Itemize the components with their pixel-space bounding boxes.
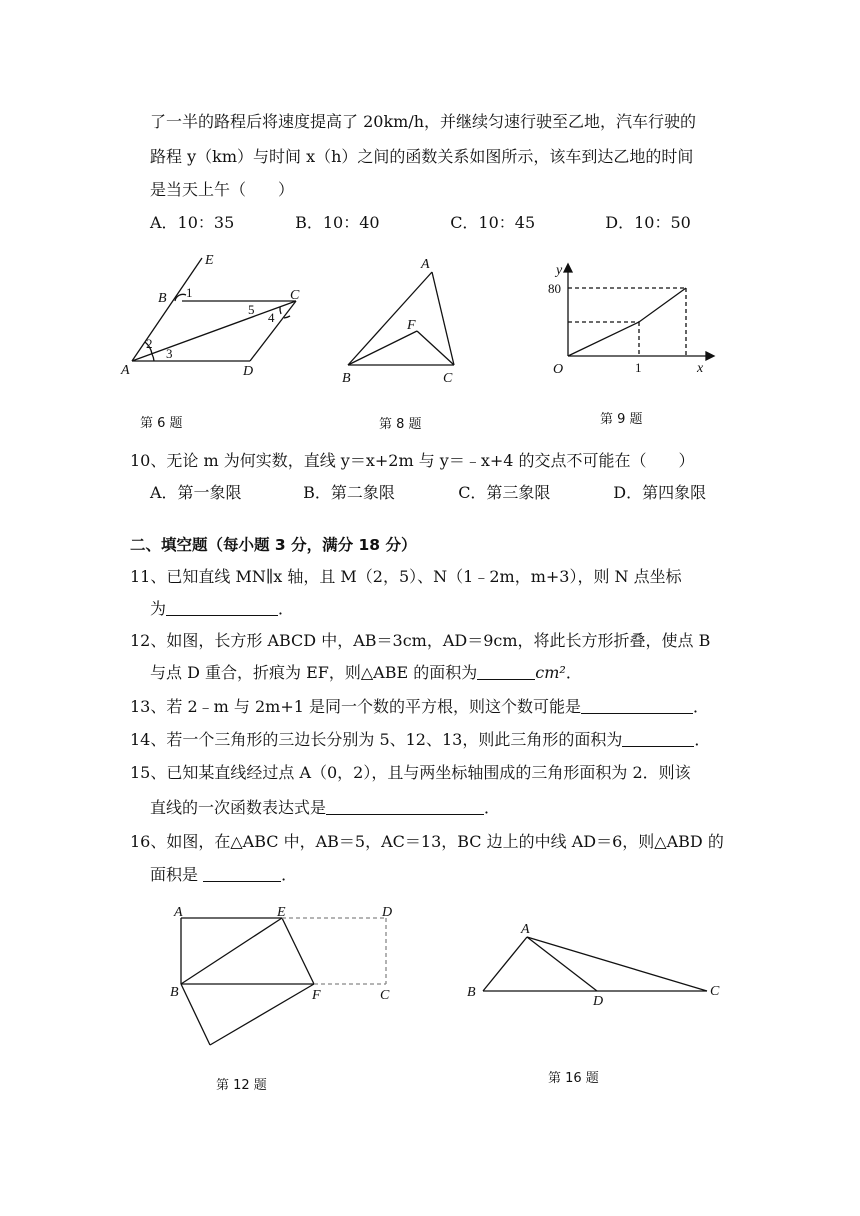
q11-suffix: ． bbox=[278, 599, 295, 618]
figure-9-graph bbox=[564, 264, 714, 360]
q13-line bbox=[130, 696, 709, 718]
fig8-label-a: A bbox=[421, 257, 430, 272]
q9-line1: 了一半的路程后将速度提高了 20km/h，并继续匀速行驶至乙地，汽车行驶的 bbox=[150, 112, 697, 131]
fig9-label-y: y bbox=[556, 263, 563, 278]
fig12-label-f: F bbox=[312, 988, 321, 1003]
q14-answer-blank[interactable] bbox=[622, 730, 694, 747]
q14-suffix: ． bbox=[694, 730, 711, 749]
q9-line2: 路程 y（km）与时间 x（h）之间的函数关系如图所示，该车到达乙地的时间 bbox=[150, 147, 694, 166]
fig16-caption: 第 16 题 bbox=[548, 1071, 599, 1086]
fig16-label-d: D bbox=[593, 994, 604, 1009]
figure-8-diagram bbox=[348, 272, 454, 365]
q16-line1: 16、如图，在△ABC 中，AB＝5，AC＝13，BC 边上的中线 AD＝6，则△ABD 的 bbox=[130, 832, 724, 851]
fig9-label-1: 1 bbox=[635, 360, 642, 375]
fig16-label-a: A bbox=[521, 922, 530, 937]
fig6-label-c: C bbox=[290, 288, 300, 303]
q15-suffix: ． bbox=[484, 798, 501, 817]
figure-16-diagram bbox=[483, 937, 707, 991]
fig6-caption: 第 6 题 bbox=[140, 416, 183, 431]
q12-answer-blank[interactable] bbox=[477, 663, 535, 680]
q9-option-a: A．10：35 bbox=[150, 213, 235, 232]
q9-option-d: D．10：50 bbox=[605, 213, 691, 232]
q9-line3: 是当天上午（ ） bbox=[150, 180, 295, 199]
q9-option-c: C．10：45 bbox=[450, 213, 536, 232]
fig9-label-x: x bbox=[697, 361, 704, 376]
fig6-label-2: 2 bbox=[146, 336, 153, 351]
fig6-label-a: A bbox=[121, 363, 130, 378]
fig6-label-e: E bbox=[205, 253, 214, 268]
q9-option-b: B．10：40 bbox=[295, 213, 380, 232]
q11-answer-blank[interactable] bbox=[166, 599, 278, 616]
fig12-label-b: B bbox=[170, 985, 179, 1000]
q12-line1: 12、如图，长方形 ABCD 中，AB＝3cm，AD＝9cm，将此长方形折叠，使点 B bbox=[130, 631, 711, 650]
section-2-title: 二、填空题（每小题 3 分，满分 18 分） bbox=[130, 536, 417, 554]
q15-answer-blank[interactable] bbox=[326, 798, 484, 815]
q10-option-d: D．第四象限 bbox=[613, 483, 707, 502]
fig6-label-5: 5 bbox=[248, 302, 255, 317]
q16-answer-blank[interactable] bbox=[203, 865, 281, 882]
fig8-label-c: C bbox=[443, 371, 453, 386]
q12-unit: cm² bbox=[535, 663, 566, 682]
q16-line2 bbox=[150, 864, 297, 886]
q10-option-b: B．第二象限 bbox=[303, 483, 395, 502]
fig12-caption: 第 12 题 bbox=[216, 1078, 267, 1093]
q15-line1: 15、已知某直线经过点 A（0，2），且与两坐标轴围成的三角形面积为 2．则该 bbox=[130, 763, 691, 782]
q16-prefix: 面积是 bbox=[150, 865, 204, 884]
q11-prefix: 为 bbox=[150, 599, 167, 618]
q13-answer-blank[interactable] bbox=[581, 697, 693, 714]
fig9-label-o: O bbox=[553, 362, 564, 377]
fig12-label-d: D bbox=[382, 905, 393, 920]
q10-options bbox=[150, 482, 706, 504]
q13-prefix: 13、若 2﹣m 与 2m+1 是同一个数的平方根，则这个数可能是 bbox=[130, 697, 581, 716]
fig6-label-d: D bbox=[243, 364, 254, 379]
fig12-label-a: A bbox=[174, 905, 183, 920]
fig6-label-1: 1 bbox=[186, 285, 193, 300]
fig12-label-c: C bbox=[380, 988, 390, 1003]
q15-prefix: 直线的一次函数表达式是 bbox=[150, 798, 327, 817]
q13-suffix: ． bbox=[693, 697, 710, 716]
q12-line2 bbox=[150, 662, 582, 684]
fig16-label-b: B bbox=[467, 985, 476, 1000]
q10-stem: 10、无论 m 为何实数，直线 y＝x+2m 与 y＝﹣x+4 的交点不可能在（ ） bbox=[130, 451, 695, 470]
fig9-label-80: 80 bbox=[548, 281, 561, 296]
fig6-label-b: B bbox=[158, 291, 167, 306]
q12-suffix: ． bbox=[565, 663, 582, 682]
q10-option-c: C．第三象限 bbox=[458, 483, 551, 502]
q14-prefix: 14、若一个三角形的三边长分别为 5、12、13，则此三角形的面积为 bbox=[130, 730, 623, 749]
fig6-label-3: 3 bbox=[166, 346, 173, 361]
q14-line bbox=[130, 729, 710, 751]
fig8-caption: 第 8 题 bbox=[379, 417, 422, 432]
fig12-label-e: E bbox=[277, 905, 286, 920]
q16-suffix: ． bbox=[281, 865, 298, 884]
fig6-label-4: 4 bbox=[268, 310, 275, 325]
q15-line2 bbox=[150, 797, 500, 819]
fig8-label-f: F bbox=[407, 318, 416, 333]
figure-12-diagram bbox=[181, 918, 386, 1045]
fig8-label-b: B bbox=[342, 371, 351, 386]
fig16-label-c: C bbox=[710, 984, 720, 999]
q10-option-a: A．第一象限 bbox=[150, 483, 242, 502]
q11-line2 bbox=[150, 598, 294, 620]
fig9-caption: 第 9 题 bbox=[600, 412, 643, 427]
q12-prefix: 与点 D 重合，折痕为 EF，则△ABE 的面积为 bbox=[150, 663, 478, 682]
q11-line1: 11、已知直线 MN∥x 轴，且 M（2，5）、N（1﹣2m，m+3），则 N 点坐标 bbox=[130, 567, 682, 586]
